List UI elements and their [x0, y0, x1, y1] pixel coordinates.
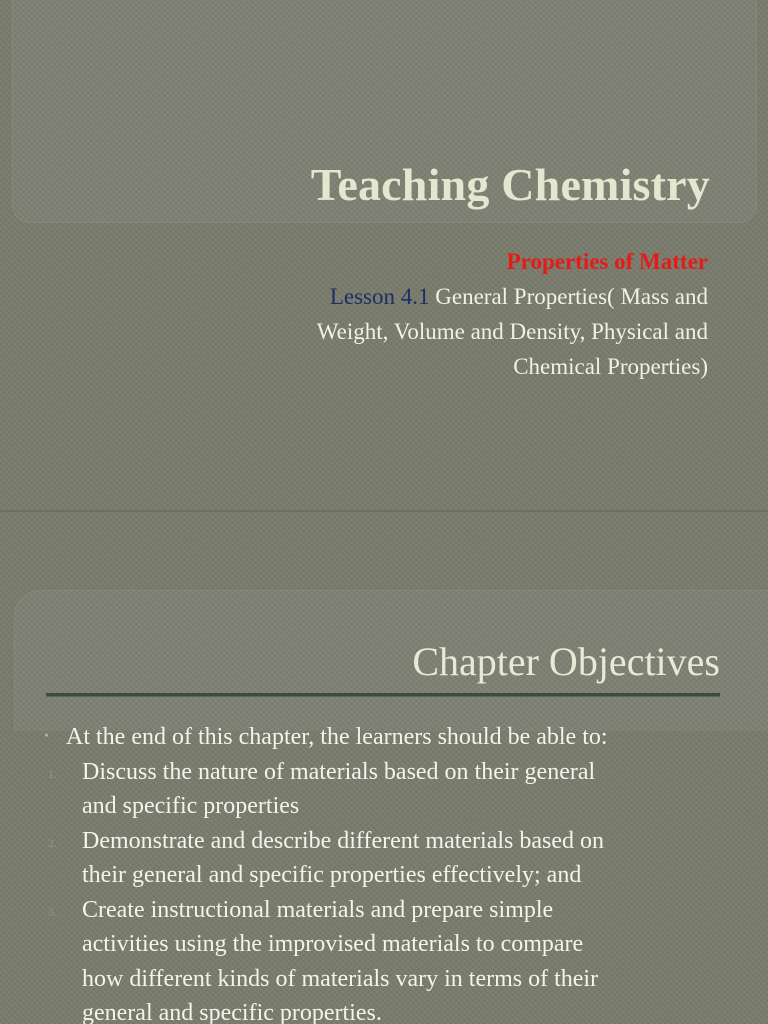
objective-3-line-4: general and specific properties.	[82, 1000, 382, 1024]
lesson-description-line-3: Chemical Properties)	[513, 354, 708, 379]
presentation-title: Teaching Chemistry	[310, 159, 710, 210]
objective-item-3	[44, 893, 744, 1024]
title-underline	[46, 693, 720, 697]
objective-number-2: 2.	[48, 835, 57, 850]
objectives-intro	[44, 720, 744, 755]
bullet-icon: •	[44, 729, 49, 744]
objectives-content	[44, 720, 744, 1024]
objective-3-line-2: activities using the improvised materials to compare	[82, 931, 584, 957]
objective-number-3: 3.	[48, 904, 57, 919]
objectives-intro-text: At the end of this chapter, the learners should be able to:	[66, 724, 608, 750]
objective-2-line-1: Demonstrate and describe different materials based on	[82, 827, 605, 854]
objective-3-line-3: how different kinds of materials vary in terms of their	[82, 965, 599, 992]
objective-number-1: 1.	[48, 766, 57, 781]
objective-1-line-2: and specific properties	[82, 793, 300, 819]
objective-1-line-1: Discuss the nature of materials based on their general	[82, 758, 596, 785]
lesson-description-line-2: Weight, Volume and Density, Physical and	[316, 319, 708, 344]
objective-item-1	[44, 755, 744, 824]
objective-item-2	[44, 824, 744, 893]
chapter-objectives-title: Chapter Objectives	[412, 639, 720, 684]
objective-2-line-2: their general and specific properties effectively; and	[82, 862, 582, 888]
lesson-summary	[188, 244, 708, 384]
lesson-number: Lesson 4.1	[329, 284, 430, 309]
objective-3-line-1: Create instructional materials and prepare simple	[82, 896, 554, 923]
properties-of-matter-heading: Properties of Matter	[506, 249, 708, 274]
lesson-description-line-1: General Properties( Mass and	[435, 284, 708, 309]
objectives-slide	[0, 512, 768, 1024]
